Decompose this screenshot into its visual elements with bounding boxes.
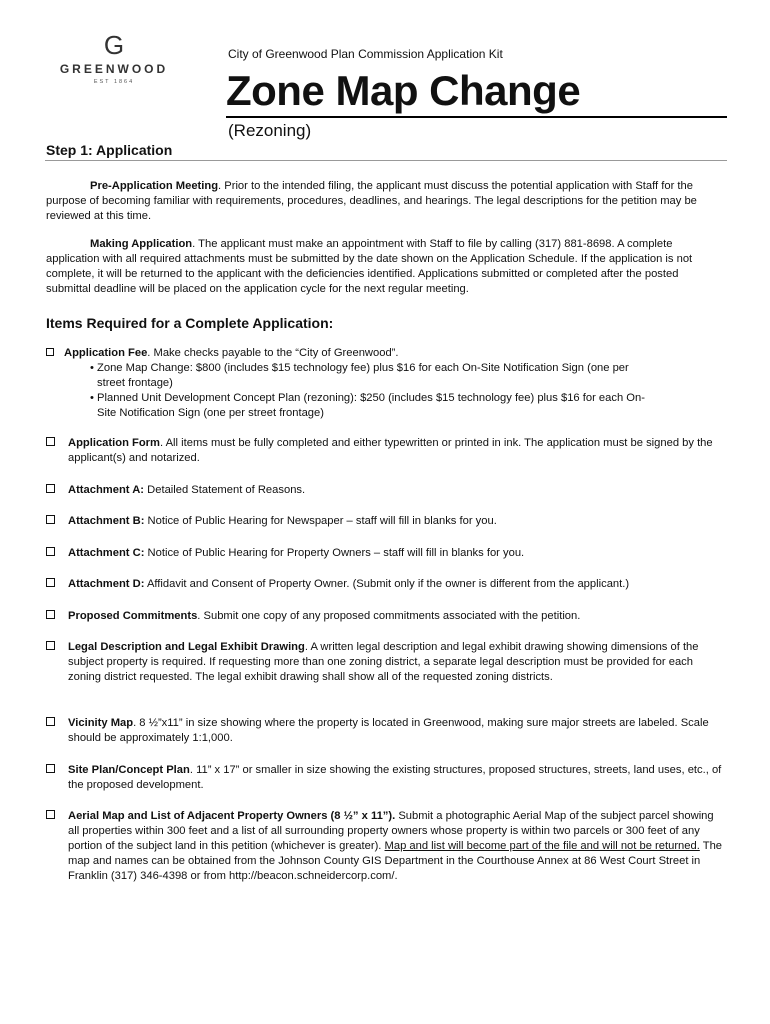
logo-name: GREENWOOD (59, 62, 169, 76)
legal-description-text: . A written legal description and legal exhibit drawing showing dimensions of the subject property is required. If requesting more than one zoning district, a separate legal description must be provided for each zoning district requested. The legal exhibit drawing shall show all of the requested zoning districts. (68, 641, 699, 683)
item-attachment-b (46, 514, 726, 529)
vicinity-map-label: Vicinity Map (68, 717, 134, 729)
making-application-label: Making Application (90, 238, 193, 250)
item-site-plan (46, 763, 726, 793)
item-aerial-map (46, 809, 726, 884)
item-legal-description (46, 640, 726, 685)
pre-application-text: . Prior to the intended filing, the applicant must discuss the potential application with Staff for the purpose of becoming familiar with requirements, procedures, deadlines, and hearings. The legal descriptions for the petition may be reviewed at this time. (46, 180, 697, 222)
checkbox-attachment-c[interactable] (46, 547, 55, 556)
attachment-a-label: Attachment A: (68, 484, 145, 496)
aerial-map-label: Aerial Map and List of Adjacent Property Owners (8 ½” x 11”). (68, 810, 396, 822)
attachment-b-label: Attachment B: (68, 515, 145, 527)
pre-application-label: Pre-Application Meeting (90, 180, 219, 192)
attachment-b-text: Notice of Public Hearing for Newspaper – staff will fill in blanks for you. (144, 515, 497, 527)
item-application-fee (46, 346, 726, 421)
checkbox-legal-description[interactable] (46, 641, 55, 650)
legal-description-label: Legal Description and Legal Exhibit Drawing (68, 641, 305, 653)
aerial-map-text-cont: The map and names can be obtained from the Johnson County GIS Department in the Courthouse Annex at 86 West Court Street in Franklin (317) 346-4398 or from http://beacon.schneidercorp.com/. (68, 840, 723, 882)
fee-bullet-zone-map-cont: street frontage) (97, 377, 173, 389)
attachment-d-text: Affidavit and Consent of Property Owner. (Submit only if the owner is different from the applicant.) (144, 578, 630, 590)
attachment-c-label: Attachment C: (68, 547, 145, 559)
checkbox-site-plan[interactable] (46, 764, 55, 773)
item-proposed-commitments (46, 609, 726, 624)
step-divider (45, 160, 727, 161)
checkbox-application-form[interactable] (46, 437, 55, 446)
aerial-map-underlined-text: Map and list will become part of the file and will not be returned. (384, 840, 700, 852)
site-plan-text: . 11” x 17” or smaller in size showing the existing structures, proposed structures, streets, land uses, etc., of the proposed development. (68, 764, 722, 791)
item-attachment-a (46, 483, 726, 498)
checkbox-aerial-map[interactable] (46, 810, 55, 819)
logo-established: EST 1864 (93, 79, 135, 85)
page-subtitle: (Rezoning) (228, 121, 312, 140)
page-title: Zone Map Change (226, 67, 581, 114)
checkbox-vicinity-map[interactable] (46, 717, 55, 726)
item-application-form (46, 436, 726, 466)
step-heading: Step 1: Application (46, 142, 173, 158)
proposed-commitments-text: . Submit one copy of any proposed commitments associated with the petition. (197, 610, 581, 622)
items-heading: Items Required for a Complete Application: (46, 315, 334, 331)
pre-application-paragraph (46, 179, 726, 224)
fee-bullet-pud-cont: Site Notification Sign (one per street frontage) (97, 407, 324, 419)
logo-initial: G (103, 30, 125, 60)
attachment-d-label: Attachment D: (68, 578, 145, 590)
attachment-a-text: Detailed Statement of Reasons. (144, 484, 306, 496)
fee-bullet-pud: • Planned Unit Development Concept Plan (rezoning): $250 (includes $15 technology fee) plus $16 for each On- (90, 392, 645, 404)
checkbox-attachment-d[interactable] (46, 578, 55, 587)
item-attachment-d (46, 577, 726, 592)
site-plan-label: Site Plan/Concept Plan (68, 764, 190, 776)
proposed-commitments-label: Proposed Commitments (68, 610, 198, 622)
making-application-paragraph (46, 237, 726, 297)
application-fee-text: . Make checks payable to the “City of Greenwood”. (147, 347, 399, 359)
vicinity-map-text: . 8 ½”x11” in size showing where the property is located in Greenwood, making sure major streets are labeled. Scale should be approximately 1:1,000. (68, 717, 709, 744)
application-form-label: Application Form (68, 437, 160, 449)
checkbox-application-fee[interactable] (46, 348, 54, 356)
item-vicinity-map (46, 716, 726, 746)
checkbox-attachment-a[interactable] (46, 484, 55, 493)
fee-bullet-zone-map: • Zone Map Change: $800 (includes $15 technology fee) plus $16 for each On-Site Notification Sign (one per (90, 362, 629, 374)
title-divider (226, 116, 727, 118)
making-application-text: . The applicant must make an appointment with Staff to file by calling (317) 881-8698. A complete application with all required attachments must be submitted by the date shown on the Application Schedule. If the application is not complete, it will be returned to the applicant with the deficiencies identified. Applications submitted or completed after the posted submittal deadline will be placed on the application cycle for the next regular meeting. (46, 238, 693, 295)
attachment-c-text: Notice of Public Hearing for Property Owners – staff will fill in blanks for you. (144, 547, 525, 559)
application-form-text: . All items must be fully completed and either typewritten or printed in ink. The application must be signed by the applicant(s) and notarized. (68, 437, 713, 464)
checkbox-attachment-b[interactable] (46, 515, 55, 524)
aerial-map-text: Submit a photographic Aerial Map of the subject parcel showing all properties within 300 feet and a list of all surrounding property owners whose property is within two parcels or 300 feet of any portion of the subject land in this petition (whichever is greater). (68, 810, 714, 852)
application-fee-label: Application Fee (64, 347, 148, 359)
checkbox-proposed-commitments[interactable] (46, 610, 55, 619)
item-attachment-c (46, 546, 726, 561)
greenwood-logo (52, 32, 176, 85)
kit-label: City of Greenwood Plan Commission Application Kit (228, 47, 503, 61)
